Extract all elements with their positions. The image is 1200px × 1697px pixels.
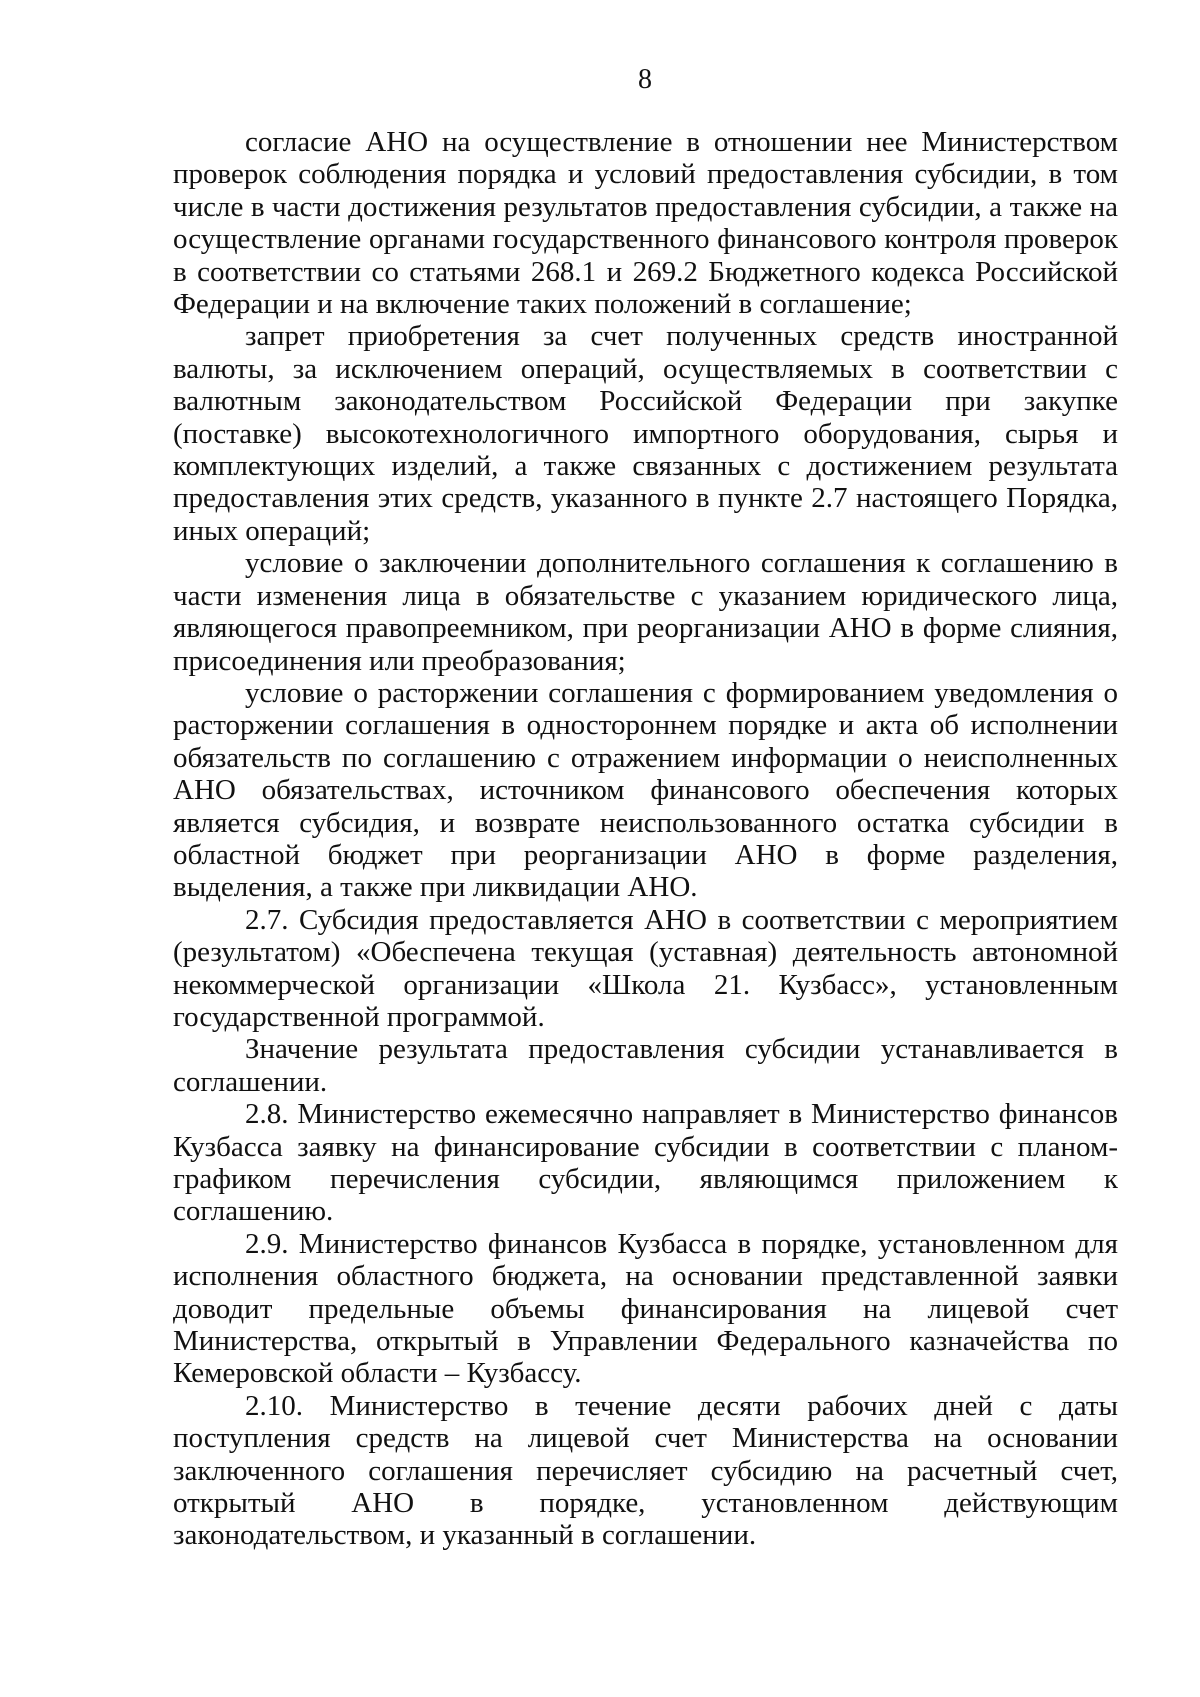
paragraph-2-8: 2.8. Министерство ежемесячно направляет в Министерство финансов Кузбасса заявку на финансирование субсидии в соответствии с планом-графиком перечисления субсидии, являющимся приложением к соглашению. (173, 1098, 1118, 1228)
paragraph-additional-agreement: условие о заключении дополнительного соглашения к соглашению в части изменения лица в обязательстве с указанием юридического лица, являющегося правопреемником, при реорганизации АНО в форме слияния, присоединения или преобразования; (173, 547, 1118, 677)
paragraph-inspection-consent: согласие АНО на осуществление в отношении нее Министерством проверок соблюдения порядка и условий предоставления субсидии, в том числе в части достижения результатов предоставления субсидии, а также на осуществление органами государственного финансового контроля проверок в соответствии со статьями 268.1 и 269.2 Бюджетного кодекса Российской Федерации и на включение таких положений в соглашение; (173, 126, 1118, 321)
paragraph-2-9: 2.9. Министерство финансов Кузбасса в порядке, установленном для исполнения областного бюджета, на основании представленной заявки доводит предельные объемы финансирования на лицевой счет Министерства, открытый в Управлении Федерального казначейства по Кемеровской области – Кузбассу. (173, 1227, 1118, 1390)
paragraph-2-10: 2.10. Министерство в течение десяти рабочих дней с даты поступления средств на лицевой счет Министерства на основании заключенного соглашения перечисляет субсидию на расчетный счет, открытый АНО в порядке, установленном действующим законодательством, и указанный в соглашении. (173, 1389, 1118, 1552)
paragraph-result-value: Значение результата предоставления субсидии устанавливается в соглашении. (173, 1033, 1118, 1098)
page-number: 8 (638, 64, 652, 95)
paragraph-2-7: 2.7. Субсидия предоставляется АНО в соответствии с мероприятием (результатом) «Обеспечена текущая (уставная) деятельность автономной некоммерческой организации «Школа 21. Кузбасс», установленным государственной программой. (173, 903, 1118, 1033)
paragraph-currency-ban: запрет приобретения за счет полученных средств иностранной валюты, за исключением операций, осуществляемых в соответствии с валютным законодательством Российской Федерации при закупке (поставке) высокотехнологичного импортного оборудования, сырья и комплектующих изделий, а также связанных с достижением результата предоставления этих средств, указанного в пункте 2.7 настоящего Порядка, иных операций; (173, 320, 1118, 547)
paragraph-termination-condition: условие о расторжении соглашения с формированием уведомления о расторжении соглашения в одностороннем порядке и акта об исполнении обязательств по соглашению с отражением информации о неисполненных АНО обязательствах, источником финансового обеспечения которых является субсидия, и возврате неиспользованного остатка субсидии в областной бюджет при реорганизации АНО в форме разделения, выделения, а также при ликвидации АНО. (173, 676, 1118, 904)
document-body (173, 126, 1118, 1552)
